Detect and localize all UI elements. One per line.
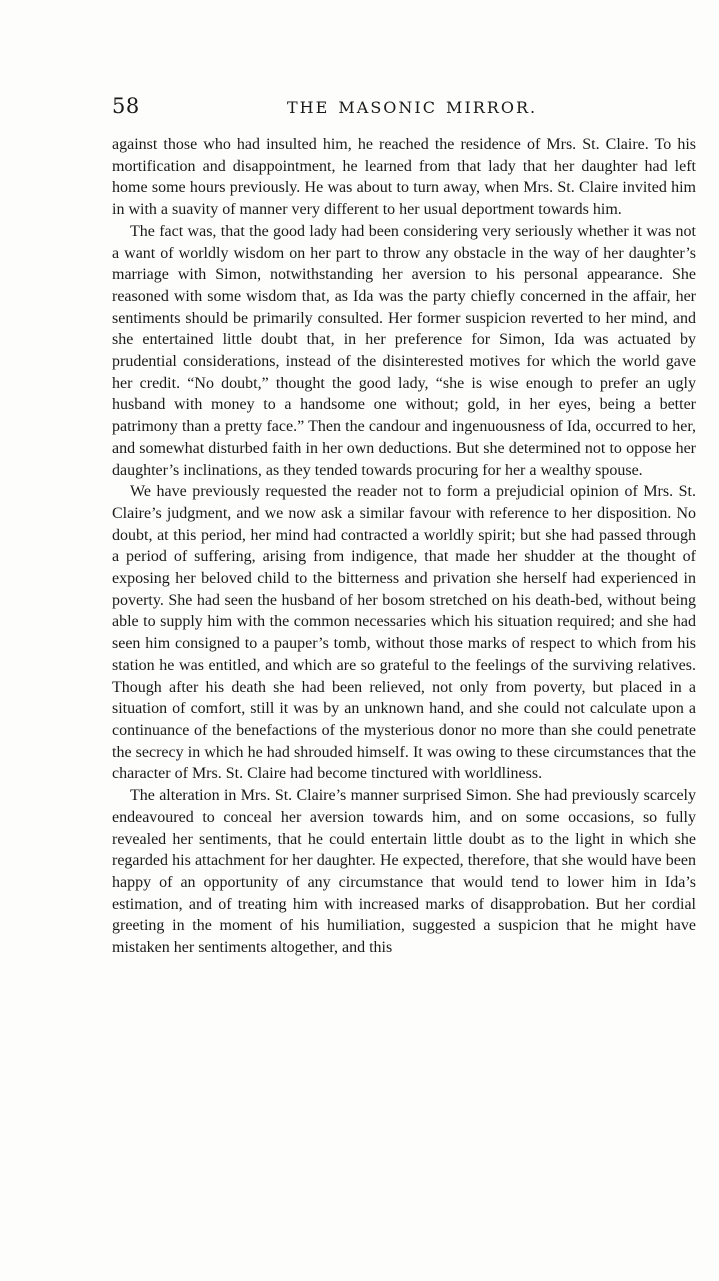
page-number: 58 [112, 94, 140, 118]
paragraph-1: against those who had insulted him, he reached the residence of Mrs. St. Claire. To his mortification and disappointment, he learned from that lady that her daughter had left home some hours previously. He was about to turn away, when Mrs. St. Claire invited him in with a suavity of manner very different to her usual deportment towards him. [112, 136, 696, 219]
journal-title: THE MASONIC MIRROR. [287, 98, 538, 117]
paragraph-2: The fact was, that the good lady had been considering very seriously whether it was not a want of worldly wisdom on her part to throw any obstacle in the way of her daughter’s marriage with Simon, notwithstanding her aversion to his personal appearance. She reasoned with some wisdom that, as Ida was the party chiefly concerned in the affair, her sentiments should be primarily consulted. Her former suspicion reverted to her mind, and she entertained little doubt that, in her preference for Simon, Ida was actuated by prudential considerations, instead of the disinterested motives for which the world gave her credit. “No doubt,” thought the good lady, “she is wise enough to prefer an ugly husband with money to a handsome one without; gold, in her eyes, being a better patrimony than a pretty face.” Then the candour and ingenuousness of Ida, occurred to her, and somewhat disturbed faith in her own deductions. But she determined not to oppose her daughter’s inclinations, as they tended towards procuring for her a wealthy spouse. [112, 222, 696, 479]
body-text [112, 134, 696, 959]
running-head [112, 94, 696, 124]
paragraph-3: We have previously requested the reader not to form a prejudicial opinion of Mrs. St. Claire’s judgment, and we now ask a similar favour with reference to her disposition. No doubt, at this period, her mind had contracted a worldly spirit; but she had passed through a period of suffering, arising from indigence, that made her shudder at the thought of exposing her beloved child to the bitterness and privation she herself had experienced in poverty. She had seen the husband of her bosom stretched on his death-bed, without being able to supply him with the common necessaries which his situation required; and she had seen him consigned to a pauper’s tomb, without those marks of respect to which from his station he was entitled, and which are so grateful to the feelings of the surviving relatives. Though after his death she had been relieved, not only from poverty, but placed in a situation of comfort, still it was by an unknown hand, and she could not calculate upon a continuance of the benefactions of the mysterious donor no more than she could penetrate the secrecy in which he had shrouded himself. It was owing to these circumstances that the character of Mrs. St. Claire had become tinctured with worldliness. [112, 483, 696, 783]
paragraph-4: The alteration in Mrs. St. Claire’s manner surprised Simon. She had previously scarcely endeavoured to conceal her aversion towards him, and on some occasions, so fully revealed her sentiments, that he could entertain little doubt as to the light in which she regarded his attachment for her daughter. He expected, therefore, that she would have been happy of an opportunity of any circumstance that would tend to lower him in Ida’s estimation, and of treating him with increased marks of disapprobation. But her cordial greeting in the moment of his humiliation, suggested a suspicion that he might have mistaken her sentiments altogether, and this [112, 787, 696, 957]
